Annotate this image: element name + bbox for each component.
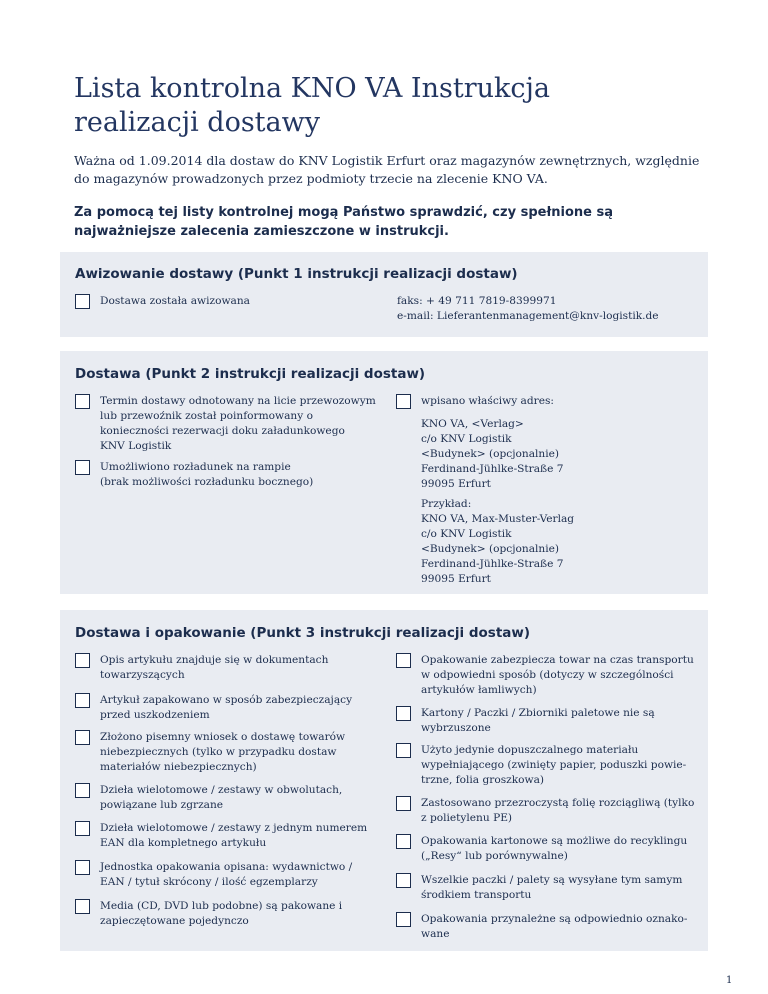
address-block: KNO VA, <Verlag> c/o KNV Logistik <Budynek> (opcjonalnie) Ferdinand-Jühlke-Straße 7 99095 Erfurt — [421, 418, 564, 490]
checklist-item: Dostawa została awizowana — [100, 295, 250, 307]
checkbox[interactable] — [75, 730, 90, 745]
checkbox[interactable] — [396, 743, 411, 758]
checklist-item: Opakowania przynależne są odpowiednio oznako- wane — [421, 913, 688, 940]
page-title: Lista kontrolna KNO VA Instrukcja realizacji dostawy — [74, 73, 550, 138]
checklist-item: Użyto jedynie dopuszczalnego materiału wypełniającego (zwinięty papier, poduszki powie- trzne, folia groszkowa) — [421, 744, 687, 786]
checklist-item: wpisano właściwy adres: — [421, 395, 554, 407]
checkbox[interactable] — [75, 860, 90, 875]
checklist-item: Opakowania kartonowe są możliwe do recyklingu („Resy“ lub porównywalne) — [421, 835, 688, 862]
checkbox[interactable] — [75, 460, 90, 475]
section-packaging — [60, 610, 708, 951]
checklist-item: Umożliwiono rozładunek na rampie (brak możliwości rozładunku bocznego) — [100, 461, 314, 488]
checkbox[interactable] — [396, 796, 411, 811]
checklist-item: Kartony / Paczki / Zbiorniki paletowe nie są wybrzuszone — [421, 707, 655, 734]
page-number: 1 — [726, 975, 733, 986]
checklist-item: Zastosowano przezroczystą folię rozciągliwą (tylko z polietylenu PE) — [421, 797, 695, 824]
checklist-item: Dzieła wielotomowe / zestawy z jednym numerem EAN dla kompletnego artykułu — [100, 822, 368, 849]
checklist-item: Opakowanie zabezpiecza towar na czas transportu w odpowiedni sposób (dotyczy w szczególności artykułów łamliwych) — [421, 654, 694, 696]
checklist-item: Wszelkie paczki / palety są wysyłane tym samym środkiem transportu — [421, 874, 683, 901]
checkbox[interactable] — [75, 294, 90, 309]
checklist-item: Media (CD, DVD lub podobne) są pakowane i zapieczętowane pojedynczo — [100, 900, 343, 927]
checkbox[interactable] — [75, 783, 90, 798]
checklist-item: Jednostka opakowania opisana: wydawnictwo / EAN / tytuł skrócony / ilość egzemplarzy — [100, 861, 353, 888]
checklist-item: Dzieła wielotomowe / zestawy w obwolutach, powiązane lub zgrzane — [100, 784, 343, 811]
checkbox[interactable] — [396, 706, 411, 721]
checkbox[interactable] — [396, 912, 411, 927]
checkbox[interactable] — [75, 693, 90, 708]
fax-number: faks: + 49 711 7819-8399971 — [397, 295, 557, 307]
section-announcement — [60, 252, 708, 337]
checklist-item: Złożono pisemny wniosek o dostawę towarów niebezpiecznych (tylko w przypadku dostaw materiałów niebezpiecznych) — [100, 731, 346, 773]
section-heading: Awizowanie dostawy (Punkt 1 instrukcji realizacji dostaw) — [75, 266, 518, 282]
checkbox[interactable] — [396, 873, 411, 888]
section-heading: Dostawa (Punkt 2 instrukcji realizacji dostaw) — [75, 366, 426, 382]
checkbox[interactable] — [396, 394, 411, 409]
checklist-item: Termin dostawy odnotowany na licie przewozowym lub przewoźnik został poinformowany o konieczności rezerwacji doku załadunkowego KNV Logistik — [100, 395, 376, 452]
checkbox[interactable] — [396, 834, 411, 849]
checkbox[interactable] — [396, 653, 411, 668]
checklist-item: Artykuł zapakowano w sposób zabezpieczający przed uszkodzeniem — [100, 694, 353, 721]
section-heading: Dostawa i opakowanie (Punkt 3 instrukcji realizacji dostaw) — [75, 625, 531, 641]
checkbox[interactable] — [75, 394, 90, 409]
email-address: e-mail: Lieferantenmanagement@knv-logistik.de — [397, 310, 659, 322]
checklist-item: Opis artykułu znajduje się w dokumentach towarzyszących — [100, 654, 329, 681]
checkbox[interactable] — [75, 653, 90, 668]
intro-text: Ważna od 1.09.2014 dla dostaw do KNV Logistik Erfurt oraz magazynów zewnętrznych, względnie do magazynów prowadzonych przez podmioty trzecie na zlecenie KNO VA. — [74, 153, 700, 186]
lead-text: Za pomocą tej listy kontrolnej mogą Państwo sprawdzić, czy spełnione są najważniejsze zalecenia zamieszczone w instrukcji. — [74, 205, 614, 239]
checkbox[interactable] — [75, 821, 90, 836]
section-delivery — [60, 351, 708, 594]
checkbox[interactable] — [75, 899, 90, 914]
address-example: Przykład: KNO VA, Max-Muster-Verlag c/o KNV Logistik <Budynek> (opcjonalnie) Ferdinand-Jühlke-Straße 7 99095 Erfurt — [421, 498, 575, 585]
